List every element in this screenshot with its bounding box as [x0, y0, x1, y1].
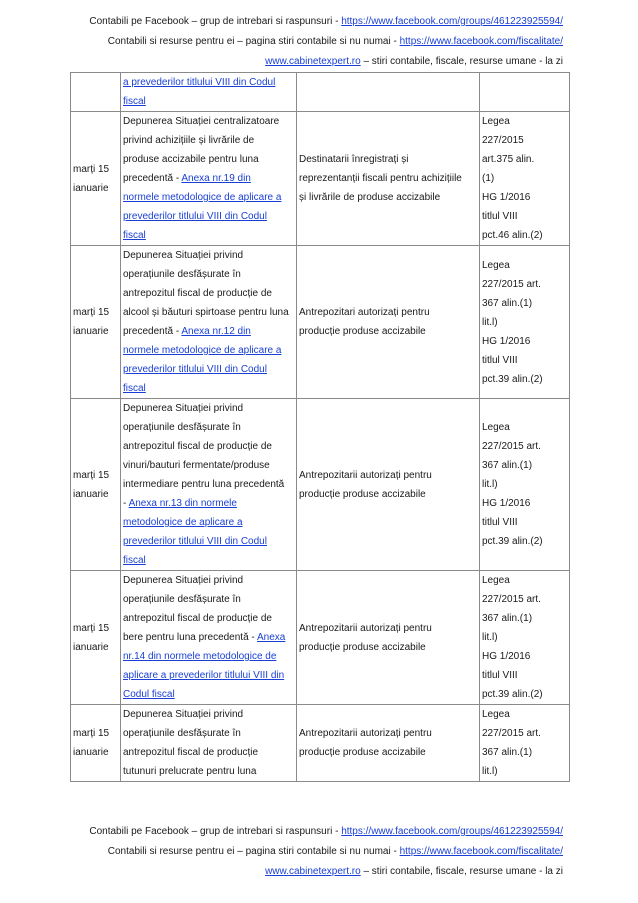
recipients-cell: [297, 73, 480, 112]
annex-link-text[interactable]: fiscal: [123, 383, 146, 394]
cell-line: Antrepozitarii autorizați pentru: [299, 622, 432, 634]
description-text: Depunerea Situației privind: [123, 575, 244, 586]
date-cell: [71, 112, 121, 246]
cell-line: 227/2015: [482, 135, 524, 146]
annex-link-line[interactable]: [123, 360, 294, 379]
cell-line: [123, 265, 294, 284]
cell-line: pct.46 alin.(2): [482, 230, 543, 241]
facebook-group-link[interactable]: https://www.facebook.com/groups/461223925594/: [341, 826, 563, 837]
cell-line: (1): [482, 173, 495, 184]
annex-link-text[interactable]: prevederilor titlului VIII din Codul: [123, 211, 267, 222]
cell-line: ianuarie: [73, 326, 109, 337]
description-text: antrepozitul fiscal de producție de: [123, 441, 272, 452]
cell-line: titlul VIII: [482, 211, 518, 222]
description-text: privind achizițiile și livrările de: [123, 135, 255, 146]
page-footer: [60, 822, 563, 882]
annex-link-text[interactable]: Anexa: [256, 632, 286, 643]
cell-line: 367 alin.(1): [482, 460, 533, 471]
cell-line: [123, 169, 294, 188]
cell-line: pct.39 alin.(2): [482, 689, 543, 700]
cell-line: [123, 724, 294, 743]
description-text: vinuri/bauturi fermentate/produse: [123, 460, 270, 471]
cell-line: [123, 399, 294, 418]
cell-line: 367 alin.(1): [482, 747, 533, 758]
cell-line: lit.l): [482, 766, 498, 777]
legal-basis-cell: [480, 399, 570, 571]
description-text: operațiunile desfășurate în: [123, 728, 241, 739]
header-line-1-text: Contabili pe Facebook – grup de intrebari si raspunsuri -: [89, 16, 342, 27]
cell-line: 367 alin.(1): [482, 297, 533, 309]
cell-line: [123, 590, 294, 609]
cell-line: [123, 437, 294, 456]
annex-link-text[interactable]: metodologice de aplicare a: [123, 517, 243, 528]
cell-line: Legea: [482, 709, 510, 720]
annex-link-text[interactable]: fiscal: [123, 230, 146, 241]
table-row: [71, 705, 570, 782]
legal-basis-cell: [480, 246, 570, 399]
cell-line: Legea: [482, 422, 510, 433]
cell-line: 227/2015 art.: [482, 278, 541, 290]
cell-line: titlul VIII: [482, 517, 518, 528]
annex-link-line[interactable]: [123, 341, 294, 360]
table-row: [71, 246, 570, 399]
annex-link-text[interactable]: a prevederilor titlului VIII din Codul: [123, 77, 276, 88]
recipients-cell: [297, 112, 480, 246]
description-text: antrepozitul fiscal de producție de: [123, 288, 272, 299]
table-row: [71, 73, 570, 112]
annex-link-line[interactable]: [123, 685, 294, 704]
cell-line: [123, 475, 294, 494]
description-text: Depunerea Situației privind: [123, 250, 244, 261]
cell-line: reprezentanții fiscali pentru achizițiile: [299, 173, 462, 184]
annex-link-text[interactable]: Anexa nr.13 din normele: [128, 498, 237, 509]
annex-link-text[interactable]: Anexa nr.12 din: [181, 326, 251, 337]
description-cell: [121, 112, 297, 246]
cell-line: HG 1/2016: [482, 192, 531, 203]
description-text: precedentă -: [123, 326, 182, 337]
cell-line: HG 1/2016: [482, 651, 531, 662]
recipients-cell: [297, 571, 480, 705]
cell-line: [123, 705, 294, 724]
cabinetexpert-link[interactable]: www.cabinetexpert.ro: [265, 56, 361, 67]
cell-line: 367 alin.(1): [482, 613, 533, 624]
header-line-1: [60, 12, 563, 32]
cell-line: și livrările de produse accizabile: [299, 192, 441, 203]
table-row: [71, 112, 570, 246]
annex-link-text[interactable]: aplicare a prevederilor titlului VIII din: [123, 670, 285, 681]
annex-link-line[interactable]: [123, 188, 294, 207]
description-text: alcool și băuturi spirtoase pentru luna: [123, 307, 289, 318]
cell-line: marți 15: [73, 469, 110, 481]
cell-line: [123, 456, 294, 475]
annex-link-line[interactable]: [123, 513, 294, 532]
legal-basis-cell: [480, 73, 570, 112]
annex-link-text[interactable]: fiscal: [123, 96, 146, 107]
footer-line-2-text: Contabili si resurse pentru ei – pagina stiri contabile si nu numai -: [107, 846, 400, 857]
cell-line: lit.l): [482, 632, 498, 643]
cell-line: producție produse accizabile: [299, 326, 426, 337]
cell-line: 227/2015 art.: [482, 728, 541, 739]
recipients-cell: [297, 399, 480, 571]
annex-link-line[interactable]: [123, 647, 294, 666]
description-text: operațiunile desfășurate în: [123, 269, 241, 280]
legal-basis-cell: [480, 112, 570, 246]
cell-line: [123, 762, 294, 781]
date-cell: [71, 571, 121, 705]
cell-line: titlul VIII: [482, 670, 518, 681]
cell-line: pct.39 alin.(2): [482, 536, 543, 547]
annex-link-text[interactable]: fiscal: [123, 555, 146, 566]
description-text: tutunuri prelucrate pentru luna: [123, 766, 257, 777]
annex-link-line[interactable]: [123, 92, 294, 111]
cell-line: Antrepozitarii autorizați pentru: [299, 469, 432, 481]
annex-link-line[interactable]: [123, 226, 294, 245]
annex-link-line[interactable]: [123, 532, 294, 551]
cell-line: marți 15: [73, 728, 110, 739]
description-text: antrepozitul fiscal de producție de: [123, 613, 272, 624]
footer-line-3-text: – stiri contabile, fiscale, resurse umane - la zi: [360, 866, 563, 877]
description-text: antrepozitul fiscal de producție: [123, 747, 259, 758]
description-text: operațiunile desfășurate în: [123, 422, 241, 433]
cell-line: HG 1/2016: [482, 498, 531, 509]
cell-line: ianuarie: [73, 641, 109, 653]
cell-line: pct.39 alin.(2): [482, 373, 543, 385]
cell-line: [123, 743, 294, 762]
annex-link-line[interactable]: [123, 379, 294, 398]
cell-line: producție produse accizabile: [299, 747, 426, 758]
cell-line: art.375 alin.: [482, 154, 535, 165]
recipients-cell: [297, 705, 480, 782]
annex-link-text[interactable]: Codul fiscal: [123, 689, 175, 700]
cell-line: Legea: [482, 116, 510, 127]
description-cell: [121, 73, 297, 112]
description-text: bere pentru luna precedentă -: [123, 632, 257, 643]
annex-link-text[interactable]: prevederilor titlului VIII din Codul: [123, 364, 267, 375]
date-cell: [71, 399, 121, 571]
description-text: Depunerea Situației centralizatoare: [123, 116, 280, 127]
cell-line: Antrepozitari autorizați pentru: [299, 307, 430, 318]
description-text: produse accizabile pentru luna: [123, 154, 259, 165]
footer-line-1-text: Contabili pe Facebook – grup de intrebari si raspunsuri -: [89, 826, 342, 837]
header-line-3: [60, 52, 563, 72]
cell-line: ianuarie: [73, 747, 109, 758]
deadlines-table: [70, 72, 570, 782]
description-text: Depunerea Situației privind: [123, 709, 244, 720]
cell-line: marți 15: [73, 307, 110, 318]
table-row: [71, 571, 570, 705]
cell-line: titlul VIII: [482, 354, 518, 366]
cell-line: marți 15: [73, 622, 110, 634]
table-row: [71, 399, 570, 571]
cell-line: Legea: [482, 259, 510, 271]
annex-link-text[interactable]: prevederilor titlului VIII din Codul: [123, 536, 267, 547]
header-line-3-text: – stiri contabile, fiscale, resurse umane - la zi: [360, 56, 563, 67]
facebook-page-link[interactable]: https://www.facebook.com/fiscalitate/: [399, 36, 563, 47]
cell-line: 227/2015 art.: [482, 594, 541, 605]
cell-line: [123, 609, 294, 628]
footer-line-1: [60, 822, 563, 842]
description-text: intermediare pentru luna precedentă: [123, 479, 285, 490]
date-cell: [71, 73, 121, 112]
recipients-cell: [297, 246, 480, 399]
header-line-2-text: Contabili si resurse pentru ei – pagina stiri contabile si nu numai -: [107, 36, 400, 47]
description-text: operațiunile desfășurate în: [123, 594, 241, 605]
annex-link-line[interactable]: [123, 73, 294, 92]
cabinetexpert-link[interactable]: www.cabinetexpert.ro: [265, 866, 361, 877]
annex-link-text[interactable]: normele metodologice de aplicare a: [123, 345, 282, 356]
cell-line: ianuarie: [73, 182, 109, 194]
cell-line: [123, 494, 294, 513]
date-cell: [71, 246, 121, 399]
header-line-2: [60, 32, 563, 52]
cell-line: [123, 131, 294, 150]
annex-link-line[interactable]: [123, 666, 294, 685]
cell-line: ianuarie: [73, 488, 109, 500]
description-cell: [121, 399, 297, 571]
description-text: -: [123, 498, 129, 509]
cell-line: Antrepozitarii autorizați pentru: [299, 728, 432, 739]
page-header: [60, 12, 563, 72]
footer-line-3: [60, 862, 563, 882]
cell-line: Destinatarii înregistrați și: [299, 154, 409, 165]
facebook-group-link[interactable]: https://www.facebook.com/groups/461223925594/: [341, 16, 563, 27]
cell-line: Legea: [482, 575, 510, 586]
description-text: precedentă -: [123, 173, 182, 184]
description-cell: [121, 571, 297, 705]
cell-line: marți 15: [73, 163, 110, 175]
cell-line: [123, 322, 294, 341]
description-text: Depunerea Situației privind: [123, 403, 244, 414]
cell-line: [123, 112, 294, 131]
footer-line-2: [60, 842, 563, 862]
cell-line: [123, 571, 294, 590]
annex-link-text[interactable]: Anexa nr.19 din: [181, 173, 251, 184]
cell-line: [123, 150, 294, 169]
annex-link-text[interactable]: nr.14 din normele metodologice de: [123, 651, 277, 662]
cell-line: producție produse accizabile: [299, 488, 426, 500]
cell-line: lit.l): [482, 316, 498, 328]
date-cell: [71, 705, 121, 782]
cell-line: [123, 246, 294, 265]
cell-line: HG 1/2016: [482, 335, 531, 347]
annex-link-line[interactable]: [123, 207, 294, 226]
legal-basis-cell: [480, 571, 570, 705]
description-cell: [121, 705, 297, 782]
cell-line: lit.l): [482, 479, 498, 490]
cell-line: 227/2015 art.: [482, 441, 541, 452]
annex-link-line[interactable]: [123, 551, 294, 570]
cell-line: [123, 303, 294, 322]
legal-basis-cell: [480, 705, 570, 782]
annex-link-text[interactable]: normele metodologice de aplicare a: [123, 192, 282, 203]
facebook-page-link[interactable]: https://www.facebook.com/fiscalitate/: [399, 846, 563, 857]
cell-line: [123, 628, 294, 647]
cell-line: [123, 284, 294, 303]
cell-line: producție produse accizabile: [299, 641, 426, 653]
deadlines-table-body: [71, 73, 570, 782]
cell-line: [123, 418, 294, 437]
description-cell: [121, 246, 297, 399]
